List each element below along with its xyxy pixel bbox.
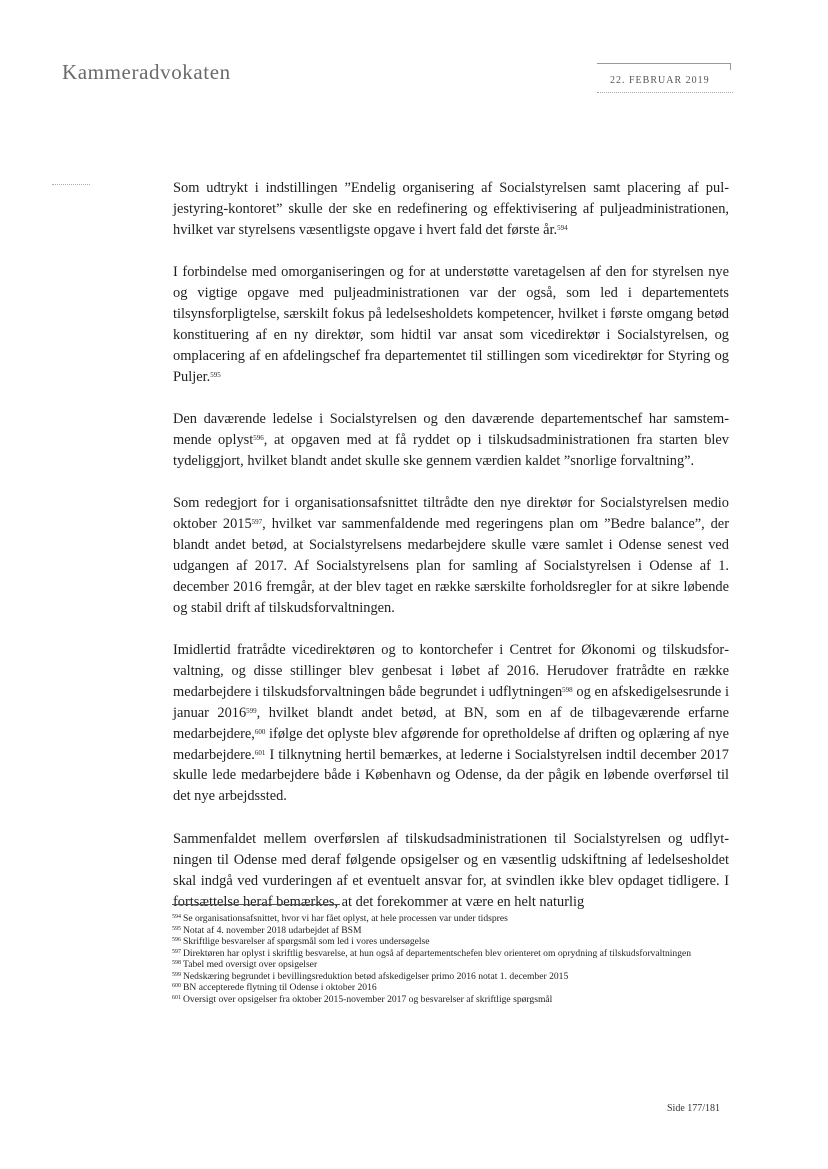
body-paragraph: Imidlertid fratrådte vicedirektøren og to kontorchefer i Centret for Økonomi og tilskudsforvaltning, og disse stillinger blev genbesat i løbet af 2016. Herudover fratrådte en række medarbejdere i tilskudsforvaltningen både begrundet i udflytningen$^{598}$ og en afskedigelsesrunde i januar 2016$^{599}$, hvilket blandt andet betød, at BN, som en af de tilbageværende erfarne medarbejdere,$^{600}$ ifølge det oplyste blev afgørende for opretholdelse af driften og oplæring af nye medarbejdere.$^{601}$ I tilknytning hertil bemærkes, at lederne i Socialstyrelsen indtil december 2017 skulle lede medarbejdere både i København og Odense, da der pågik en løbende overførsel til det nye arbejdssted.: [173, 642, 730, 805]
footnote-text: Notat af 4. november 2018 udarbejdet af BSM: [183, 924, 362, 936]
page-number: Side 177/181: [667, 1103, 721, 1114]
body-text: [173, 178, 729, 913]
footnotes: [172, 913, 732, 1005]
footnote-text: Tabel med oversigt over opsigelser: [183, 959, 318, 970]
footnote-number: 594: [172, 914, 181, 920]
body-paragraph: Den daværende ledelse i Socialstyrelsen og den daværende departementschef har samstemmende oplyst$^{596}$, at opgaven med at få ryddet op i tilskudsadministrationen fra starten blev tydeliggjort, hvilket blandt andet skulle ske gennem værdien kaldet ”snorlige forvaltning”.: [173, 411, 729, 469]
footnote-ref[interactable]: 599: [246, 706, 257, 715]
margin-divider: [52, 184, 90, 185]
date-bottom-divider: [597, 92, 733, 93]
footnote-ref[interactable]: 596: [253, 433, 264, 442]
footnote-text: Direktøren har oplyst i skriftlig besvarelse, at hun også af departementschefen blev orienteret om oprydning af tilskudsforvaltningen: [183, 947, 692, 959]
body-paragraph: Som redegjort for i organisationsafsnittet tiltrådte den nye direktør for Socialstyrelsen medio oktober 2015$^{597}$, hvilket var sammenfaldende med regeringens plan om ”Bedre balance”, der blandt andet betød, at Socialstyrelsens medarbejdere skulle være samlet i Odense senest ved udgangen af 2017. Af Socialstyrelsens plan for samling af Socialstyrelsen i Odense af 1. december 2016 fremgår, at der blev taget en række særskilte forholdsregler for at sikre løbende og stabil drift af tilskudsforvaltningen.: [173, 495, 729, 616]
footnote-item: [172, 971, 732, 983]
footnote-text: BN accepterede flytning til Odense i oktober 2016: [183, 982, 377, 993]
footnote-text: Se organisationsafsnittet, hvor vi har fået oplyst, at hele processen var under tidspres: [183, 913, 508, 924]
body-paragraph: I forbindelse med omorganiseringen og for at understøtte varetagelsen af den for styrelsen nye og vigtige opgave med puljeadministrationen var der også, som led i departementets tilsynsforpligtelse, særskilt fokus på ledelsesholdets kompetencer, hvilket i første omgang betød konstituering af en ny direktør, som hidtil var ansat som vicedirektør i Socialstyrelsen, og omplacering af en afdelingschef fra departementet til stillingen som vicedirektør for Styring og Puljer.$^{595}$: [173, 264, 729, 385]
footnote-text: Nedskæring begrundet i bevillingsreduktion betød afskedigelser primo 2016 notat 1. december 2015: [183, 970, 569, 982]
footnote-item: [172, 948, 732, 960]
footnote-ref[interactable]: 598: [562, 685, 573, 694]
footnote-item: [172, 936, 732, 948]
footnote-number: 597: [172, 948, 181, 955]
footnote-number: 599: [172, 971, 181, 978]
footnote-ref[interactable]: 595: [210, 370, 221, 379]
footnote-rule: [172, 904, 340, 905]
body-paragraph: Sammenfaldet mellem overførslen af tilskudsadministrationen til Socialstyrelsen og udflytningen til Odense med deraf følgende opsigelser og en væsentlig udskiftning af ledelsesholdet skal indgå ved vurderingen af et eventuelt ansvar for, at svindlen ikke blev opdaget tidligere. I fortsættelse heraf bemærkes, at det forekommer at være en helt naturlig: [173, 831, 729, 910]
footnote-ref[interactable]: 594: [557, 223, 568, 232]
footnote-text: Oversigt over opsigelser fra oktober 2015-november 2017 og besvarelser af skriftlige spørgsmål: [183, 993, 553, 1005]
footnote-number: 595: [172, 925, 181, 932]
footnote-text: Skriftlige besvarelser af spørgsmål som led i vores undersøgelse: [183, 936, 430, 947]
date-header: [597, 63, 731, 93]
footnote-ref[interactable]: 597: [251, 517, 263, 526]
footnote-item: [172, 982, 732, 994]
footnote-item: [172, 994, 732, 1006]
footnote-item: [172, 913, 732, 925]
footnote-ref[interactable]: 601: [254, 748, 266, 757]
footnote-item: [172, 925, 732, 937]
footnote-ref[interactable]: 600: [254, 727, 266, 736]
footnote-number: 601: [172, 994, 181, 1001]
body-paragraph: Som udtrykt i indstillingen ”Endelig organisering af Socialstyrelsen samt placering af puljestyring-kontoret” skulle der ske en redefinering og effektivisering af puljeadministrationen, hvilket var styrelsens væsentligste opgave i hvert fald det første år.$^{594}$: [173, 180, 729, 238]
date-top-divider: [597, 63, 731, 70]
footnote-number: 596: [172, 937, 181, 943]
document-date: 22. FEBRUAR 2019: [610, 75, 710, 86]
logo-kammeradvokaten: Kammeradvokaten: [62, 60, 231, 84]
footnote-number: 598: [172, 960, 181, 966]
footnote-item: [172, 959, 732, 971]
footnote-number: 600: [172, 983, 181, 989]
